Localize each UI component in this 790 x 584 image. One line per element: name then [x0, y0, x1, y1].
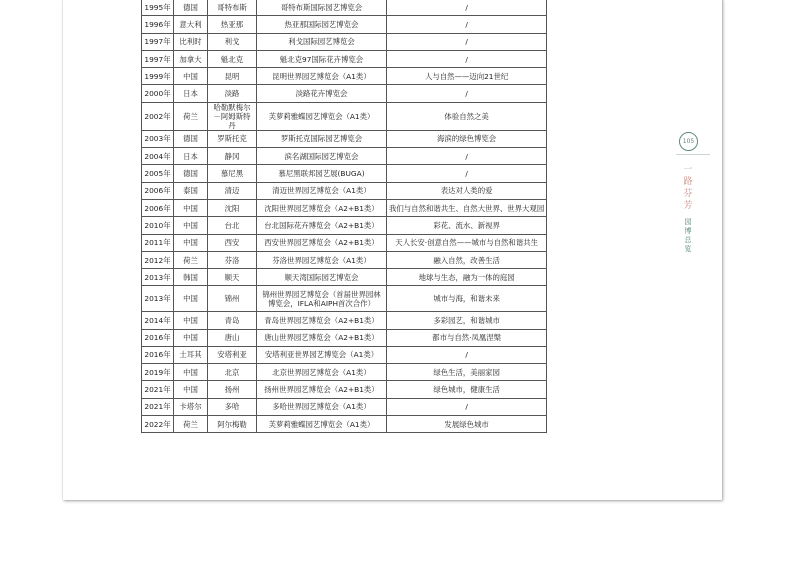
table-row: [142, 182, 547, 199]
cell-year: 1997年: [142, 33, 174, 50]
cell-city: 清迈: [208, 182, 257, 199]
cell-theme: 绿色城市，健康生活: [387, 381, 547, 398]
cell-year: 2000年: [142, 85, 174, 102]
table-row: [142, 148, 547, 165]
table-row: [142, 329, 547, 346]
cell-name: 西安世界园艺博览会（A2+B1类）: [257, 234, 387, 251]
cell-theme: 人与自然——迈向21世纪: [387, 68, 547, 85]
cell-name: 热亚那国际园艺博览会: [257, 16, 387, 33]
table-row: [142, 381, 547, 398]
cell-city: 台北: [208, 217, 257, 234]
cell-theme: /: [387, 33, 547, 50]
cell-year: 2011年: [142, 234, 174, 251]
cell-country: 中国: [174, 329, 208, 346]
cell-country: 日本: [174, 148, 208, 165]
cell-year: 2003年: [142, 130, 174, 147]
cell-year: 2016年: [142, 329, 174, 346]
table-row: [142, 102, 547, 130]
divider-line: [676, 154, 710, 155]
cell-country: 中国: [174, 234, 208, 251]
cell-country: 中国: [174, 217, 208, 234]
cell-year: 2010年: [142, 217, 174, 234]
cell-year: 2012年: [142, 251, 174, 268]
cell-city: 阿尔梅勒: [208, 416, 257, 433]
table-row: [142, 165, 547, 182]
cell-year: 2021年: [142, 381, 174, 398]
cell-theme: 都市与自然·凤凰涅槃: [387, 329, 547, 346]
cell-year: 2013年: [142, 286, 174, 312]
cell-name: 罗斯托克国际园艺博览会: [257, 130, 387, 147]
cell-theme: 多彩园艺，和谐城市: [387, 312, 547, 329]
cell-year: 2004年: [142, 148, 174, 165]
expo-history-table: [141, 0, 547, 433]
cell-city: 多哈: [208, 398, 257, 415]
page-number-badge: 105: [679, 132, 698, 151]
table-row: [142, 217, 547, 234]
cell-year: 2006年: [142, 199, 174, 216]
cell-city: 淡路: [208, 85, 257, 102]
table-row: [142, 16, 547, 33]
cell-city: 安塔利亚: [208, 346, 257, 363]
table-row: [142, 0, 547, 16]
cell-name: 芬洛世界园艺博览会（A1类）: [257, 251, 387, 268]
cell-city: 静冈: [208, 148, 257, 165]
cell-city: 沈阳: [208, 199, 257, 216]
cell-name: 唐山世界园艺博览会（A2+B1类）: [257, 329, 387, 346]
table-row: [142, 269, 547, 286]
cell-theme: /: [387, 0, 547, 16]
cell-name: 哥特布斯国际园艺博览会: [257, 0, 387, 16]
table-row: [142, 33, 547, 50]
table-row: [142, 199, 547, 216]
cell-country: 泰国: [174, 182, 208, 199]
cell-name: 昆明世界园艺博览会（A1类）: [257, 68, 387, 85]
cell-theme: /: [387, 346, 547, 363]
cell-theme: /: [387, 85, 547, 102]
cell-city: 西安: [208, 234, 257, 251]
cell-country: 中国: [174, 364, 208, 381]
cell-country: 德国: [174, 130, 208, 147]
cell-year: 2022年: [142, 416, 174, 433]
document-page: [63, 0, 722, 500]
cell-city: 热亚那: [208, 16, 257, 33]
cell-country: 荷兰: [174, 416, 208, 433]
cell-country: 中国: [174, 68, 208, 85]
cell-name: 淡路花卉博览会: [257, 85, 387, 102]
cell-country: 卡塔尔: [174, 398, 208, 415]
cell-city: 慕尼黑: [208, 165, 257, 182]
cell-name: 锦州世界园艺博览会（首届世界园林博览会，IFLA和AIPH首次合作）: [257, 286, 387, 312]
cell-city: 哈勒默梅尔－阿姆斯特丹: [208, 102, 257, 130]
table-row: [142, 286, 547, 312]
cell-year: 1999年: [142, 68, 174, 85]
table-row: [142, 346, 547, 363]
cell-city: 锦州: [208, 286, 257, 312]
cell-theme: 彩花、流水、新视界: [387, 217, 547, 234]
cell-city: 北京: [208, 364, 257, 381]
cell-year: 1997年: [142, 50, 174, 67]
cell-theme: 融入自然，改善生活: [387, 251, 547, 268]
cell-country: 土耳其: [174, 346, 208, 363]
cell-name: 多哈世界园艺博览会（A1类）: [257, 398, 387, 415]
cell-name: 北京世界园艺博览会（A1类）: [257, 364, 387, 381]
cell-name: 芙萝莉雅蝶园艺博览会（A1类）: [257, 416, 387, 433]
cell-year: 2005年: [142, 165, 174, 182]
cell-country: 中国: [174, 312, 208, 329]
cell-name: 沈阳世界园艺博览会（A2+B1类）: [257, 199, 387, 216]
cell-country: 中国: [174, 286, 208, 312]
cell-theme: 表达对人类的爱: [387, 182, 547, 199]
cell-theme: 地球与生态，融为一体的庭园: [387, 269, 547, 286]
table-row: [142, 398, 547, 415]
table-row: [142, 416, 547, 433]
table-row: [142, 130, 547, 147]
cell-city: 哥特布斯: [208, 0, 257, 16]
cell-year: 2014年: [142, 312, 174, 329]
cell-name: 魁北克97国际花卉博览会: [257, 50, 387, 67]
cell-city: 魁北克: [208, 50, 257, 67]
cell-year: 2002年: [142, 102, 174, 130]
cell-country: 德国: [174, 0, 208, 16]
cell-name: 清迈世界园艺博览会（A1类）: [257, 182, 387, 199]
cell-year: 2013年: [142, 269, 174, 286]
table-row: [142, 312, 547, 329]
cell-theme: 天人长安·创意自然——城市与自然和谐共生: [387, 234, 547, 251]
cell-name: 安塔利亚世界园艺博览会（A1类）: [257, 346, 387, 363]
cell-theme: /: [387, 50, 547, 67]
cell-theme: 海滨的绿色博览会: [387, 130, 547, 147]
cell-year: 1996年: [142, 16, 174, 33]
cell-country: 中国: [174, 381, 208, 398]
cell-name: 青岛世界园艺博览会（A2+B1类）: [257, 312, 387, 329]
cell-name: 利戈国际园艺博览会: [257, 33, 387, 50]
table-row: [142, 50, 547, 67]
cell-theme: 发展绿色城市: [387, 416, 547, 433]
table-row: [142, 234, 547, 251]
cell-year: 2006年: [142, 182, 174, 199]
cell-theme: 城市与海，和谐未来: [387, 286, 547, 312]
cell-name: 慕尼黑联邦园艺展(BUGA): [257, 165, 387, 182]
cell-country: 意大利: [174, 16, 208, 33]
cell-country: 荷兰: [174, 102, 208, 130]
table-row: [142, 251, 547, 268]
cell-theme: /: [387, 16, 547, 33]
table-body: [142, 0, 547, 433]
section-title: 园博总览: [684, 218, 692, 253]
cell-year: 2021年: [142, 398, 174, 415]
cell-city: 顺天: [208, 269, 257, 286]
cell-city: 唐山: [208, 329, 257, 346]
cell-city: 昆明: [208, 68, 257, 85]
cell-theme: 我们与自然和谐共生、自然大世界、世界大观园: [387, 199, 547, 216]
cell-city: 芬洛: [208, 251, 257, 268]
cell-theme: /: [387, 165, 547, 182]
cell-theme: 绿色生活，美丽家园: [387, 364, 547, 381]
cell-country: 比利时: [174, 33, 208, 50]
cell-name: 顺天湾国际园艺博览会: [257, 269, 387, 286]
cell-country: 荷兰: [174, 251, 208, 268]
cell-theme: /: [387, 148, 547, 165]
cell-year: 2016年: [142, 346, 174, 363]
cell-city: 青岛: [208, 312, 257, 329]
cell-city: 扬州: [208, 381, 257, 398]
cell-year: 1995年: [142, 0, 174, 16]
cell-city: 罗斯托克: [208, 130, 257, 147]
table-row: [142, 68, 547, 85]
cell-country: 韩国: [174, 269, 208, 286]
cell-year: 2019年: [142, 364, 174, 381]
cell-name: 滨名湖国际园艺博览会: [257, 148, 387, 165]
table-row: [142, 85, 547, 102]
cell-country: 日本: [174, 85, 208, 102]
table-row: [142, 364, 547, 381]
cell-name: 芙萝莉雅蝶园艺博览会（A1类）: [257, 102, 387, 130]
cell-city: 利戈: [208, 33, 257, 50]
cell-theme: 体验自然之美: [387, 102, 547, 130]
cell-name: 台北国际花卉博览会（A2+B1类）: [257, 217, 387, 234]
chapter-title: 一路芬芳: [683, 165, 693, 211]
cell-theme: /: [387, 398, 547, 415]
cell-country: 德国: [174, 165, 208, 182]
cell-country: 中国: [174, 199, 208, 216]
cell-country: 加拿大: [174, 50, 208, 67]
cell-name: 扬州世界园艺博览会（A2+B1类）: [257, 381, 387, 398]
